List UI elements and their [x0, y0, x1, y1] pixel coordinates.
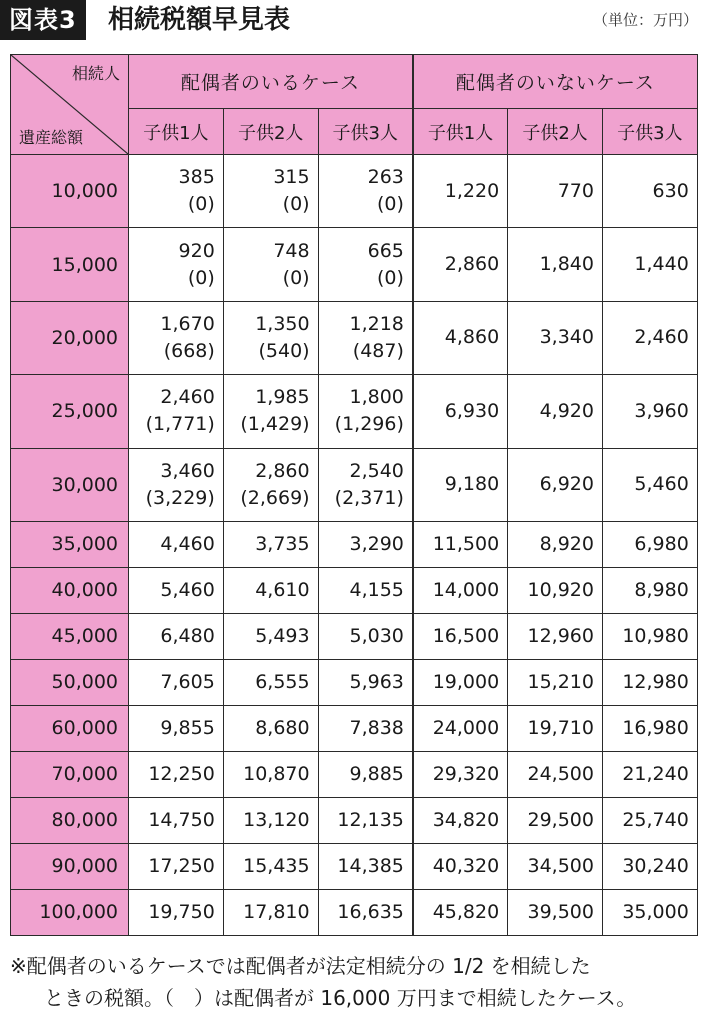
tax-value-cell	[602, 613, 697, 659]
estate-amount-cell: 80,000	[11, 797, 129, 843]
tax-amount: 3,960	[634, 399, 689, 422]
tax-value-cell	[508, 705, 603, 751]
tax-value-cell	[602, 567, 697, 613]
tax-value-cell	[129, 228, 224, 301]
tax-value-cell	[508, 375, 603, 448]
tax-value-cell	[508, 567, 603, 613]
tax-amount: 1,985	[255, 386, 310, 409]
tax-amount: 6,920	[539, 473, 594, 496]
table-row	[11, 567, 698, 613]
tax-amount: 11,500	[432, 532, 500, 555]
table-row	[11, 843, 698, 889]
tax-value-cell	[318, 155, 413, 228]
tax-value-cell	[223, 843, 318, 889]
tax-amount: 2,460	[634, 326, 689, 349]
tax-value-cell	[602, 889, 697, 935]
tax-amount: 17,810	[243, 900, 310, 923]
sub-header-children: 子供2人	[508, 109, 603, 155]
tax-value-cell	[318, 567, 413, 613]
unit-label: （単位：万円）	[592, 11, 698, 29]
estate-amount-cell: 15,000	[11, 228, 129, 301]
sub-header-children: 子供2人	[223, 109, 318, 155]
tax-amount: 4,610	[255, 578, 310, 601]
tax-value-cell	[602, 155, 697, 228]
tax-value-cell	[129, 797, 224, 843]
tax-value-cell	[413, 228, 508, 301]
estate-amount-cell: 20,000	[11, 301, 129, 374]
tax-amount: 21,240	[622, 762, 689, 785]
page-header	[0, 0, 710, 46]
tax-amount: 19,710	[527, 716, 594, 739]
table-row	[11, 751, 698, 797]
tax-value-cell	[223, 375, 318, 448]
tax-amount: 4,155	[349, 578, 404, 601]
estate-amount-cell: 25,000	[11, 375, 129, 448]
tax-amount-spouse-16000: (0)	[282, 193, 310, 216]
tax-value-cell	[223, 889, 318, 935]
tax-value-cell	[508, 228, 603, 301]
tax-amount: 17,250	[148, 854, 215, 877]
table-row	[11, 889, 698, 935]
tax-amount: 12,980	[622, 670, 689, 693]
tax-amount: 8,980	[634, 578, 689, 601]
tax-amount: 14,750	[148, 808, 215, 831]
tax-amount: 1,800	[349, 386, 404, 409]
tax-value-cell	[318, 521, 413, 567]
tax-value-cell	[602, 375, 697, 448]
tax-amount-spouse-16000: (0)	[187, 266, 215, 289]
tax-amount: 16,635	[337, 900, 404, 923]
tax-amount: 6,930	[444, 399, 500, 422]
tax-amount: 4,920	[539, 399, 594, 422]
tax-amount: 2,860	[444, 253, 500, 276]
tax-amount: 10,980	[622, 624, 689, 647]
tax-amount: 4,460	[160, 532, 215, 555]
tax-amount: 1,350	[255, 312, 310, 335]
tax-value-cell	[223, 301, 318, 374]
table-row	[11, 705, 698, 751]
tax-amount: 3,340	[539, 326, 594, 349]
table-row	[11, 155, 698, 228]
sub-header-children: 子供1人	[413, 109, 508, 155]
tax-amount: 19,000	[432, 670, 500, 693]
footnote	[10, 950, 700, 1014]
tax-amount: 5,460	[160, 578, 215, 601]
tax-value-cell	[413, 375, 508, 448]
tax-value-cell	[413, 659, 508, 705]
corner-estate-label: 遺産総額	[19, 128, 84, 147]
table-row	[11, 301, 698, 374]
tax-amount: 15,435	[243, 854, 310, 877]
tax-value-cell	[602, 843, 697, 889]
table-row	[11, 613, 698, 659]
tax-value-cell	[318, 301, 413, 374]
tax-value-cell	[508, 155, 603, 228]
tax-value-cell	[602, 705, 697, 751]
tax-value-cell	[602, 751, 697, 797]
tax-amount: 12,960	[527, 624, 594, 647]
tax-amount-spouse-16000: (3,229)	[145, 486, 215, 509]
table-row	[11, 659, 698, 705]
tax-amount: 1,440	[634, 253, 689, 276]
tax-value-cell	[602, 659, 697, 705]
tax-value-cell	[129, 521, 224, 567]
estate-amount-cell: 35,000	[11, 521, 129, 567]
tax-value-cell	[318, 797, 413, 843]
tax-amount: 748	[273, 239, 310, 262]
tax-value-cell	[129, 751, 224, 797]
tax-value-cell	[318, 448, 413, 521]
tax-amount: 3,735	[255, 532, 310, 555]
tax-amount: 24,500	[527, 762, 594, 785]
tax-value-cell	[129, 448, 224, 521]
tax-value-cell	[413, 155, 508, 228]
tax-amount: 29,500	[527, 808, 594, 831]
table-row	[11, 375, 698, 448]
tax-value-cell	[318, 751, 413, 797]
tax-value-cell	[129, 375, 224, 448]
estate-amount-cell: 70,000	[11, 751, 129, 797]
estate-amount-cell: 100,000	[11, 889, 129, 935]
tax-value-cell	[508, 797, 603, 843]
tax-amount: 8,920	[539, 532, 594, 555]
estate-amount-cell: 45,000	[11, 613, 129, 659]
tax-amount: 263	[367, 166, 404, 189]
table-row	[11, 448, 698, 521]
tax-amount: 9,855	[160, 716, 215, 739]
tax-amount: 5,460	[634, 473, 689, 496]
tax-value-cell	[223, 155, 318, 228]
tax-amount-spouse-16000: (0)	[376, 193, 404, 216]
tax-amount: 13,120	[243, 808, 310, 831]
tax-value-cell	[413, 301, 508, 374]
tax-amount-spouse-16000: (487)	[352, 339, 404, 362]
tax-value-cell	[508, 659, 603, 705]
tax-value-cell	[508, 751, 603, 797]
tax-amount: 6,980	[634, 532, 689, 555]
sub-header-children: 子供1人	[129, 109, 224, 155]
tax-value-cell	[223, 705, 318, 751]
tax-value-cell	[508, 889, 603, 935]
tax-value-cell	[602, 228, 697, 301]
tax-amount: 5,030	[349, 624, 404, 647]
tax-value-cell	[318, 705, 413, 751]
tax-value-cell	[413, 889, 508, 935]
tax-amount-spouse-16000: (0)	[282, 266, 310, 289]
tax-amount: 7,838	[349, 716, 404, 739]
tax-amount: 34,500	[527, 854, 594, 877]
table-row	[11, 521, 698, 567]
tax-amount: 2,540	[349, 459, 404, 482]
table-row	[11, 797, 698, 843]
tax-table	[10, 54, 698, 936]
footnote-line: ※配偶者のいるケースでは配偶者が法定相続分の 1/2 を相続した	[10, 954, 591, 978]
tax-amount: 4,860	[444, 326, 500, 349]
tax-amount-spouse-16000: (2,371)	[334, 486, 404, 509]
tax-value-cell	[413, 567, 508, 613]
tax-value-cell	[223, 751, 318, 797]
tax-value-cell	[318, 375, 413, 448]
estate-amount-cell: 50,000	[11, 659, 129, 705]
tax-amount-spouse-16000: (0)	[187, 193, 215, 216]
group-header-with-spouse: 配偶者のいるケース	[129, 55, 413, 109]
group-header-without-spouse: 配偶者のいないケース	[413, 55, 697, 109]
tax-value-cell	[413, 448, 508, 521]
tax-value-cell	[223, 228, 318, 301]
tax-amount: 7,605	[160, 670, 215, 693]
tax-value-cell	[223, 613, 318, 659]
tax-amount: 16,980	[622, 716, 689, 739]
tax-amount-spouse-16000: (0)	[376, 266, 404, 289]
estate-amount-cell: 30,000	[11, 448, 129, 521]
tax-amount: 34,820	[432, 808, 500, 831]
tax-amount: 665	[367, 239, 404, 262]
tax-value-cell	[413, 751, 508, 797]
tax-amount: 8,680	[255, 716, 310, 739]
tax-amount: 29,320	[432, 762, 500, 785]
tax-value-cell	[602, 301, 697, 374]
tax-amount: 1,218	[349, 312, 404, 335]
tax-value-cell	[223, 567, 318, 613]
estate-amount-cell: 10,000	[11, 155, 129, 228]
tax-amount: 2,460	[160, 386, 215, 409]
estate-amount-cell: 40,000	[11, 567, 129, 613]
tax-value-cell	[223, 448, 318, 521]
tax-amount: 40,320	[432, 854, 500, 877]
tax-amount-spouse-16000: (668)	[163, 339, 215, 362]
tax-value-cell	[129, 843, 224, 889]
tax-value-cell	[318, 843, 413, 889]
tax-amount: 1,840	[539, 253, 594, 276]
tax-amount-spouse-16000: (540)	[258, 339, 310, 362]
tax-value-cell	[413, 843, 508, 889]
tax-amount: 1,670	[160, 312, 215, 335]
sub-header-children: 子供3人	[602, 109, 697, 155]
tax-amount: 10,870	[243, 762, 310, 785]
tax-value-cell	[508, 521, 603, 567]
tax-amount: 45,820	[432, 900, 500, 923]
corner-heir-label: 相続人	[71, 64, 120, 83]
tax-amount: 9,885	[349, 762, 404, 785]
tax-amount: 5,493	[255, 624, 310, 647]
tax-amount: 630	[652, 179, 689, 202]
figure-label: 図表3	[0, 0, 86, 40]
tax-amount: 5,963	[349, 670, 404, 693]
tax-amount: 14,000	[432, 578, 500, 601]
tax-amount: 3,290	[349, 532, 404, 555]
tax-amount: 39,500	[527, 900, 594, 923]
tax-amount: 9,180	[444, 473, 500, 496]
tax-amount: 770	[557, 179, 594, 202]
tax-value-cell	[129, 705, 224, 751]
tax-value-cell	[413, 613, 508, 659]
tax-value-cell	[602, 797, 697, 843]
tax-value-cell	[508, 843, 603, 889]
tax-amount: 2,860	[255, 459, 310, 482]
tax-value-cell	[223, 521, 318, 567]
tax-value-cell	[129, 155, 224, 228]
tax-value-cell	[318, 889, 413, 935]
tax-amount: 920	[178, 239, 215, 262]
tax-value-cell	[413, 705, 508, 751]
tax-value-cell	[413, 521, 508, 567]
tax-value-cell	[508, 301, 603, 374]
tax-value-cell	[129, 889, 224, 935]
tax-value-cell	[508, 448, 603, 521]
tax-amount: 16,500	[432, 624, 500, 647]
tax-value-cell	[602, 521, 697, 567]
tax-amount: 315	[273, 166, 310, 189]
tax-amount-spouse-16000: (2,669)	[240, 486, 310, 509]
tax-value-cell	[129, 659, 224, 705]
page-title: 相続税額早見表	[108, 5, 291, 35]
table-row	[11, 228, 698, 301]
tax-amount-spouse-16000: (1,771)	[145, 413, 215, 436]
estate-amount-cell: 90,000	[11, 843, 129, 889]
tax-amount: 30,240	[622, 854, 689, 877]
sub-header-children: 子供3人	[318, 109, 413, 155]
tax-amount: 12,135	[337, 808, 404, 831]
tax-value-cell	[318, 613, 413, 659]
tax-amount: 24,000	[432, 716, 500, 739]
tax-value-cell	[223, 797, 318, 843]
tax-amount: 25,740	[622, 808, 689, 831]
tax-amount: 1,220	[444, 179, 500, 202]
tax-value-cell	[223, 659, 318, 705]
tax-value-cell	[602, 448, 697, 521]
footnote-line: ときの税額。（ ）は配偶者が 16,000 万円まで相続したケース。	[44, 986, 637, 1010]
tax-value-cell	[318, 659, 413, 705]
tax-value-cell	[129, 301, 224, 374]
tax-amount: 6,555	[255, 670, 310, 693]
tax-value-cell	[129, 613, 224, 659]
tax-value-cell	[413, 797, 508, 843]
tax-amount: 3,460	[160, 459, 215, 482]
tax-amount-spouse-16000: (1,296)	[334, 413, 404, 436]
tax-value-cell	[318, 228, 413, 301]
tax-amount: 10,920	[527, 578, 594, 601]
tax-amount: 12,250	[148, 762, 215, 785]
tax-amount-spouse-16000: (1,429)	[240, 413, 310, 436]
tax-amount: 19,750	[148, 900, 215, 923]
tax-amount: 15,210	[527, 670, 594, 693]
tax-amount: 14,385	[337, 854, 404, 877]
tax-value-cell	[129, 567, 224, 613]
tax-amount: 385	[178, 166, 215, 189]
tax-value-cell	[508, 613, 603, 659]
table-body	[11, 155, 698, 936]
tax-amount: 35,000	[622, 900, 689, 923]
tax-amount: 6,480	[160, 624, 215, 647]
corner-cell	[11, 55, 129, 155]
estate-amount-cell: 60,000	[11, 705, 129, 751]
